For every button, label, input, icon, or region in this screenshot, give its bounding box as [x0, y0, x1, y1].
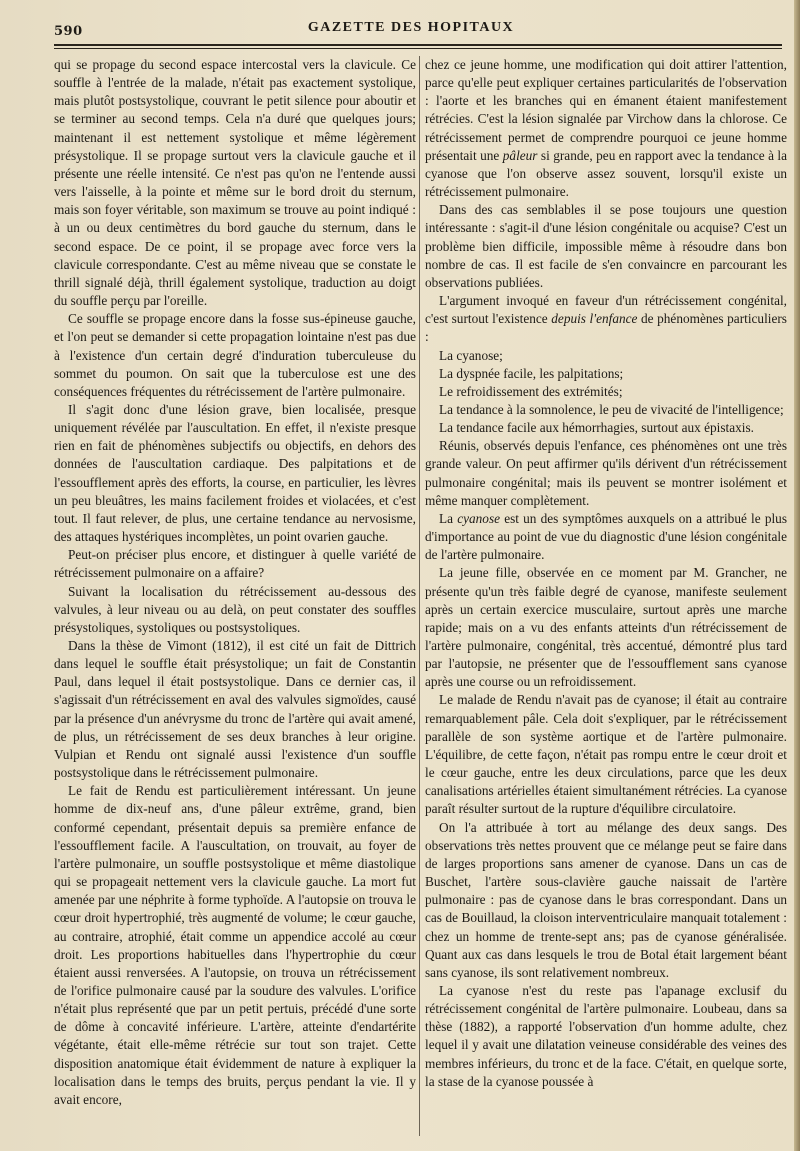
list-item: La tendance à la somnolence, le peu de vivacité de l'intelligence; — [439, 401, 784, 417]
left-column — [54, 56, 416, 1109]
italic-word: pâleur — [502, 147, 538, 163]
list-item: La dyspnée facile, les palpitations; — [439, 365, 624, 381]
text-run: si grande, peu en rapport avec la tendance à la cyanose que l'on observe assez souvent, lorsqu'il existe un rétrécissement pulmonaire. — [425, 147, 788, 200]
text-run: L'argument invoqué en faveur d'un rétrécissement congénital, c'est surtout l'existence — [425, 293, 787, 327]
page-edge-shadow — [794, 0, 800, 1151]
list-item: Le refroidissement des extrémités; — [439, 383, 623, 399]
text-run: La — [439, 510, 458, 526]
paragraph: qui se propage du second espace intercostal vers la clavicule. Ce souffle à l'entrée de la malade, n'était pas exactement systolique, mais plutôt postsystolique, couvrant le petit silence pour aboutir et se terminer au second temps. Cela n'a duré que quelques jours; maintenant il est nettement systolique et même légèrement présystolique. Il se propage surtout vers la clavicule gauche et il présente une réelle intensité. Ce n'est pas qu'on ne l'entende aussi vers l'aisselle, à la pointe et même sur le bord droit du sternum, mais son foyer véritable, son maximum se trouve au point indiqué : à un ou deux centimètres du bord gauche du sternum, dans le second espace. De ce point, il se propage avec force vers la clavicule correspondante. C'est au même niveau que se constate le thrill signalé déjà, thrill également systolique, traduction au doigt du souffle perçu par l'oreille. — [54, 57, 416, 309]
paragraph — [425, 56, 787, 201]
journal-title: GAZETTE DES HOPITAUX — [307, 20, 515, 35]
paragraph: Le fait de Rendu est particulièrement intéressant. Un jeune homme de dix-neuf ans, d'une pâleur extrême, grand, bien conformé cependant, présentait depuis sa première enfance de l'essoufflement facile. A l'auscultation, on trouvait, au foyer de l'artère pulmonaire, un souffle postsystolique et même diastolique qui se propageait nettement vers la clavicule gauche. La mort fut amenée par une néphrite à forme typhoïde. A l'autopsie on trouva le cœur droit hypertrophié, très augmenté de volume; le cœur gauche, au contraire, atrophié, était comme un appendice accolé au cœur droit. Les proportions habituelles dans l'hypertrophie du cœur étaient aussi renversées. A l'autopsie, on trouva un rétrécissement de l'orifice pulmonaire causé par la soudure des valvules. L'orifice n'était plus représenté que par un petit pertuis, précédé d'une sorte de dôme à concavité inférieure. L'artère, atteinte d'endartérite végétante, était elle-même rétrécie sur tout son trajet. Cette disposition anatomique était évidemment de nature à expliquer la localisation dans le temps des bruits, perçus pendant la vie. Il y avait encore, — [54, 783, 416, 1107]
page-number: 590 — [54, 24, 83, 39]
paragraph: La cyanose n'est du reste pas l'apanage exclusif du rétrécissement congénital de l'artère pulmonaire. Loubeau, dans sa thèse (1882), a rapporté l'observation d'un homme adulte, chez lequel il y avait une dilatation veineuse considérable des veines des membres inférieurs, du tronc et de la face. C'était, en quelque sorte, la stase de la cyanose poussée à — [425, 982, 787, 1089]
paragraph: Le malade de Rendu n'avait pas de cyanose; il était au contraire remarquablement pâle. Cela doit s'expliquer, par le rétrécissement parallèle de son système aortique et de l'artère pulmonaire. L'équilibre, de cette façon, n'était pas rompu entre le cœur droit et le cœur gauche, entre les deux circulations, parce que les deux canalisations artérielles étaient simultanément rétrécies. La cyanose paraît résulter surtout de la rupture d'équilibre circulatoire. — [425, 692, 787, 817]
italic-phrase: depuis l'enfance — [551, 311, 638, 327]
paragraph: Il s'agit donc d'une lésion grave, bien localisée, presque uniquement révélée par l'auscultation. En effet, il n'existe presque rien en fait de phénomènes subjectifs ou objectifs, en dehors des données de l'auscultation cardiaque. Des palpitations et de l'essoufflement après des efforts, la course, en particulier, les lèvres un peu bleuâtres, les mains facilement froides et violacées, et c'est tout. Il faut relever, de plus, une certaine tendance au nervosisme, des attaques hystériques incomplètes, un point ovarien gauche. — [54, 401, 416, 545]
paragraph — [425, 292, 787, 346]
text-run: est un des symptômes auxquels on a attribué le plus d'importance au point de vue du diagnostic d'une lésion congénitale de l'artère pulmonaire. — [425, 510, 787, 563]
list-item: La tendance facile aux hémorrhagies, surtout aux épistaxis. — [439, 420, 754, 436]
paragraph: Dans des cas semblables il se pose toujours une question intéressante : s'agit-il d'une lésion congénitale ou acquise? C'est un problème bien difficile, impossible même à résoudre dans bon nombre de cas. Il est facile de s'en convaincre en parcourant les observations publiées. — [425, 202, 787, 290]
text-run: chez ce jeune homme, une modification qui doit attirer l'attention, parce qu'elle peut expliquer certaines particularités de l'observation : l'aorte et les branches qui en émanent étaient manifestement rétrécies. C'est la lésion signalée par Virchow dans la chlorose. Ce rétrécissement permet de comprendre pourquoi ce jeune homme présentait une — [425, 57, 787, 163]
paragraph: Réunis, observés depuis l'enfance, ces phénomènes ont une très grande valeur. On peut affirmer qu'ils dérivent d'un rétrécissement pulmonaire congénital; mais ils peuvent se montrer isolément et même manquer complètement. — [425, 438, 787, 508]
list-item: La cyanose; — [439, 347, 503, 363]
page-header — [40, 14, 782, 44]
italic-word: cyanose — [457, 510, 501, 526]
paragraph: La jeune fille, observée en ce moment par M. Grancher, ne présente qu'un très faible degré de cyanose, manifeste seulement après un certain exercice musculaire, surtout après une marche rapide; mais on a vu des enfants atteints d'un rétrécissement de l'artère pulmonaire, congénital, très accentué, démontré plus tard par l'autopsie, ne présenter que de l'essoufflement sans cyanose après une course ou un refroidissement. — [425, 565, 787, 690]
text-run: de phénomènes particuliers : — [425, 311, 787, 345]
paragraph — [425, 510, 787, 564]
paragraph: On l'a attribuée à tort au mélange des deux sangs. Des observations très nettes prouvent que ce mélange peut se faire dans de larges proportions sans amener de cyanose. Dans un cas de Buschet, l'artère sous-clavière gauche naissait de l'artère pulmonaire : pas de cyanose dans le bras correspondant. Dans un cas de Bouillaud, la cloison interventriculaire manquait totalement : chez un homme de trente-sept ans; pas de cyanose généralisée. Quant aux cas dans lesquels le trou de Botal était largement béant sans cyanose, ils sont relativement nombreux. — [425, 819, 787, 980]
paragraph: Dans la thèse de Vimont (1812), il est cité un fait de Dittrich dans lequel le souffle était présystolique; un fait de Constantin Paul, dans lequel il était postsystolique. Dans ce dernier cas, il s'agissait d'un rétrécissement en aval des valvules sigmoïdes, causé par la présence d'un anévrysme du tronc de l'artère qui avait amené, de plus, un rétrécissement de ses deux branches à leur origine. Vulpian et Rendu ont signalé aussi l'existence d'un souffle postsystolique dans le rétrécissement pulmonaire. — [54, 638, 416, 781]
header-rule-thick — [54, 44, 782, 46]
paragraph: Peut-on préciser plus encore, et distinguer à quelle variété de rétrécissement pulmonaire on a affaire? — [54, 547, 416, 581]
paragraph: Ce souffle se propage encore dans la fosse sus-épineuse gauche, et l'on peut se demander si cette propagation lointaine n'est pas due à l'existence d'un certain degré d'induration tuberculeuse du sommet du poumon. On sait que la tuberculose est une des conséquences fréquentes du rétrécissement de l'artère pulmonaire. — [54, 311, 416, 399]
column-divider — [419, 56, 420, 1136]
header-rule-thin — [54, 48, 782, 49]
paragraph: Suivant la localisation du rétrécissement au-dessous des valvules, à leur niveau ou au delà, on peut constater des souffles présystoliques, systoliques ou postsystoliques. — [54, 583, 416, 635]
right-column — [425, 56, 787, 1091]
